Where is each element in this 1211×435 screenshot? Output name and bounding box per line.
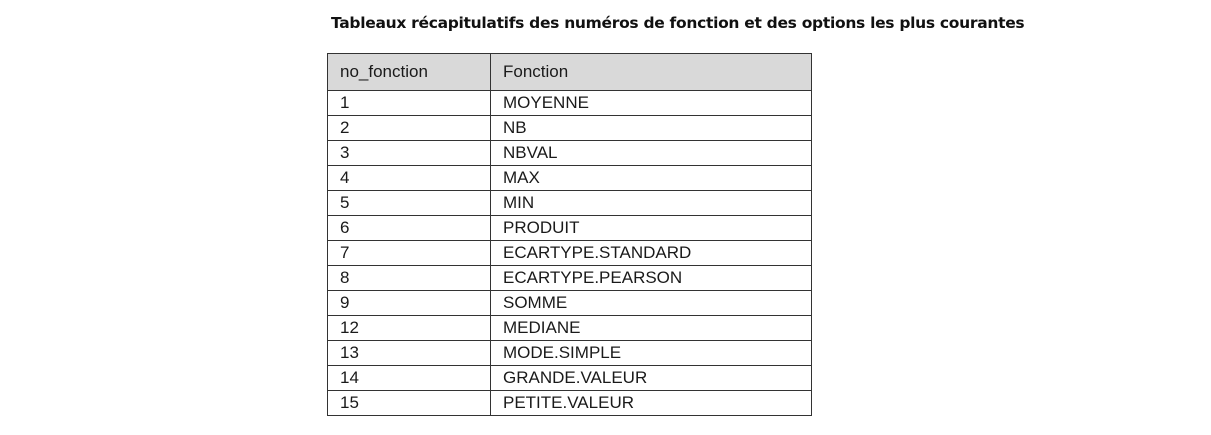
cell-fonction: MODE.SIMPLE	[491, 341, 812, 366]
cell-fonction: NBVAL	[491, 141, 812, 166]
table-row	[328, 266, 812, 291]
table-row	[328, 291, 812, 316]
cell-no-fonction: 6	[328, 216, 491, 241]
table-header-row	[328, 54, 812, 91]
table-row	[328, 216, 812, 241]
cell-no-fonction: 14	[328, 366, 491, 391]
cell-no-fonction: 9	[328, 291, 491, 316]
cell-no-fonction: 7	[328, 241, 491, 266]
table-row	[328, 91, 812, 116]
cell-fonction: SOMME	[491, 291, 812, 316]
cell-no-fonction: 8	[328, 266, 491, 291]
cell-fonction: MAX	[491, 166, 812, 191]
cell-fonction: ECARTYPE.PEARSON	[491, 266, 812, 291]
table-row	[328, 166, 812, 191]
table-row	[328, 141, 812, 166]
table-row	[328, 116, 812, 141]
cell-no-fonction: 1	[328, 91, 491, 116]
cell-no-fonction: 5	[328, 191, 491, 216]
cell-fonction: NB	[491, 116, 812, 141]
table-row	[328, 241, 812, 266]
cell-fonction: PETITE.VALEUR	[491, 391, 812, 416]
cell-no-fonction: 15	[328, 391, 491, 416]
cell-no-fonction: 3	[328, 141, 491, 166]
cell-fonction: GRANDE.VALEUR	[491, 366, 812, 391]
table-row	[328, 316, 812, 341]
function-table	[327, 53, 812, 416]
cell-no-fonction: 2	[328, 116, 491, 141]
cell-fonction: ECARTYPE.STANDARD	[491, 241, 812, 266]
page-title: Tableaux récapitulatifs des numéros de fonction et des options les plus courantes	[331, 14, 1025, 32]
cell-no-fonction: 13	[328, 341, 491, 366]
table-row	[328, 191, 812, 216]
cell-fonction: MOYENNE	[491, 91, 812, 116]
cell-no-fonction: 12	[328, 316, 491, 341]
table-row	[328, 391, 812, 416]
header-no-fonction: no_fonction	[328, 54, 491, 91]
header-fonction: Fonction	[491, 54, 812, 91]
table-row	[328, 341, 812, 366]
cell-fonction: MEDIANE	[491, 316, 812, 341]
cell-fonction: MIN	[491, 191, 812, 216]
table-row	[328, 366, 812, 391]
cell-fonction: PRODUIT	[491, 216, 812, 241]
cell-no-fonction: 4	[328, 166, 491, 191]
